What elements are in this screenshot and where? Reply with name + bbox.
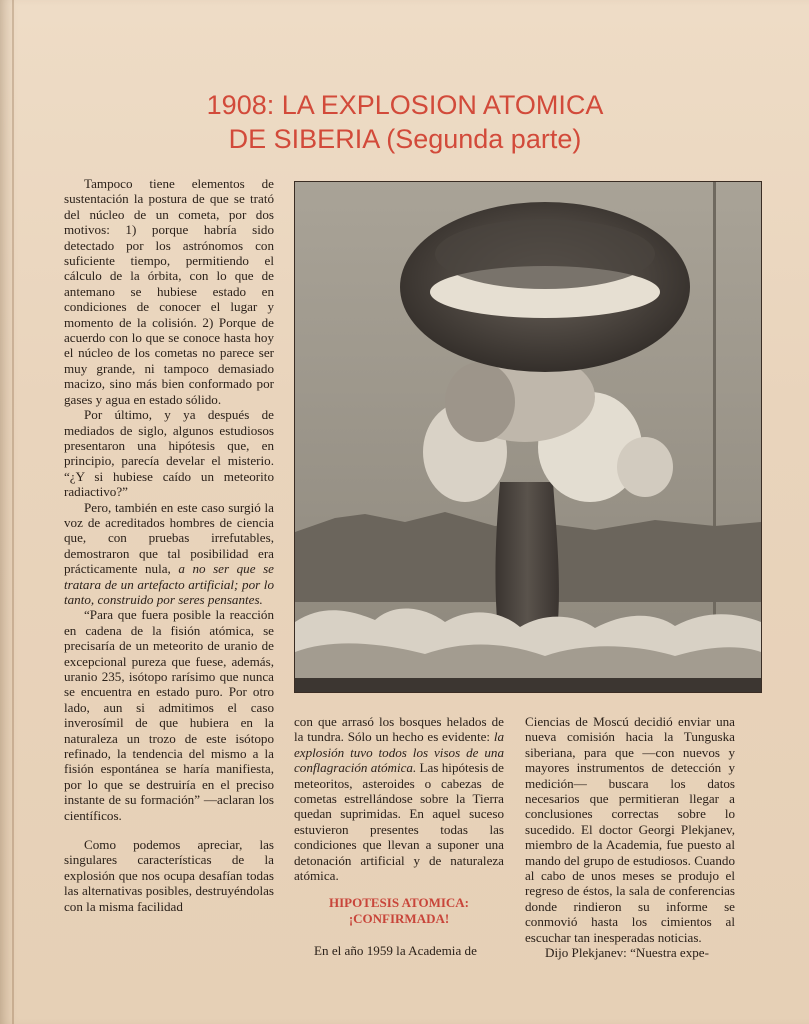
col1-paragraph-2: Por último, y ya después de mediados de siglo, algunos estudiosos presentaron una hipótesis que, en principio, parecía develar el misterio. “¿Y si hubiese caído un meteorito radiactivo?” — [64, 407, 274, 500]
article-title — [120, 88, 690, 156]
col2-p1-italic: la explosión tuvo todos los visos de una conflagración atómica. — [294, 729, 504, 776]
binding-edge — [12, 0, 14, 1024]
col1-paragraph-5: Como podemos apreciar, las singulares características de la explosión que nos ocupa desafían todas las alternativas posibles, destruyéndolas con la misma facilidad — [64, 837, 274, 914]
column-3 — [525, 714, 735, 961]
col2-p1-text-b: Las hipótesis de meteoritos, asteroides o cabezas de cometas estrellándose sobre la Tierra quedan suprimidas. En aquel suceso estuvieron presentes todas las condiciones que llevan a suponer una detonación artificial y de naturaleza atómica. — [294, 760, 504, 884]
col2-paragraph-1 — [294, 714, 504, 883]
column-1 — [64, 176, 274, 914]
col1-paragraph-1: Tampoco tiene elementos de sustentación la postura de que se trató del núcleo de un cometa, por dos motivos: 1) porque habría sido detectado por los astrónomos con suficiente tiempo, permitiendo el cálculo de la órbita, con lo que de antemano se hubiese estado en condiciones de conocer el lugar y momento de la colisión. 2) Porque de acuerdo con lo que se conoce hasta hoy el núcleo de los cometas no parece ser muy grande, ni tampoco demasiado macizo, sino más bien conformado por gases y agua en estado sólido. — [64, 176, 274, 407]
col3-paragraph-2: Dijo Plekjanev: “Nuestra expe- — [545, 945, 709, 961]
title-line-1: 1908: LA EXPLOSION ATOMICA — [206, 90, 604, 120]
col2-paragraph-2: En el año 1959 la Academia de — [314, 943, 477, 959]
col1-paragraph-3 — [64, 500, 274, 608]
title-line-2: DE SIBERIA (Segunda parte) — [228, 124, 582, 154]
column-2 — [294, 714, 504, 959]
photo-illustration — [295, 182, 761, 692]
section-subhead — [294, 895, 504, 927]
col1-p3-italic: a no ser que se tratara de un artefacto artificial; por lo tanto, construido por seres pensantes. — [64, 561, 274, 607]
mushroom-cloud-photo — [294, 181, 762, 693]
col1-p3-text: Pero, también en este caso surgió la voz de acreditados hombres de ciencia que, con pruebas irrefutables, demostraron que tal posibilidad era prácticamente nula, — [64, 499, 274, 577]
col3-paragraph-1: Ciencias de Moscú decidió enviar una nueva comisión hacia la Tunguska siberiana, para que —con nuevos y mayores instrumentos de detección y medición— buscara los datos necesarios que permitieran llegar a conclusiones correctas sobre lo sucedido. El doctor Georgi Plekjanev, miembro de la Academia, fue puesto al mando del grupo de estudiosos. Cuando al cabo de unos meses se produjo el regreso de éstos, la sala de conferencias donde rindieron su informe se conmovió hasta los cimientos al escuchar tan inesperadas noticias. — [525, 714, 735, 945]
col1-paragraph-4: “Para que fuera posible la reacción en cadena de la fisión atómica, se precisaría de un meteorito de uranio de excepcional pureza que fuese, además, uranio 235, isótopo rarísimo que nunca se encuentra en estado puro. Por otro lado, aun si admitimos el caso inverosímil de que hubiera en la naturaleza un trozo de este isótopo refinado, la tendencia del mismo a la fisión espontánea se haría manifiesta, por lo que se destruiría en el preciso instante de su formación” —aclaran los científicos. — [64, 607, 274, 823]
subhead-line-1: HIPOTESIS ATOMICA: — [328, 895, 470, 911]
subhead-line-2: ¡CONFIRMADA! — [348, 911, 450, 927]
col2-p1-text-a: con que arrasó los bosques helados de la tundra. Sólo un hecho es evidente: — [294, 714, 504, 745]
